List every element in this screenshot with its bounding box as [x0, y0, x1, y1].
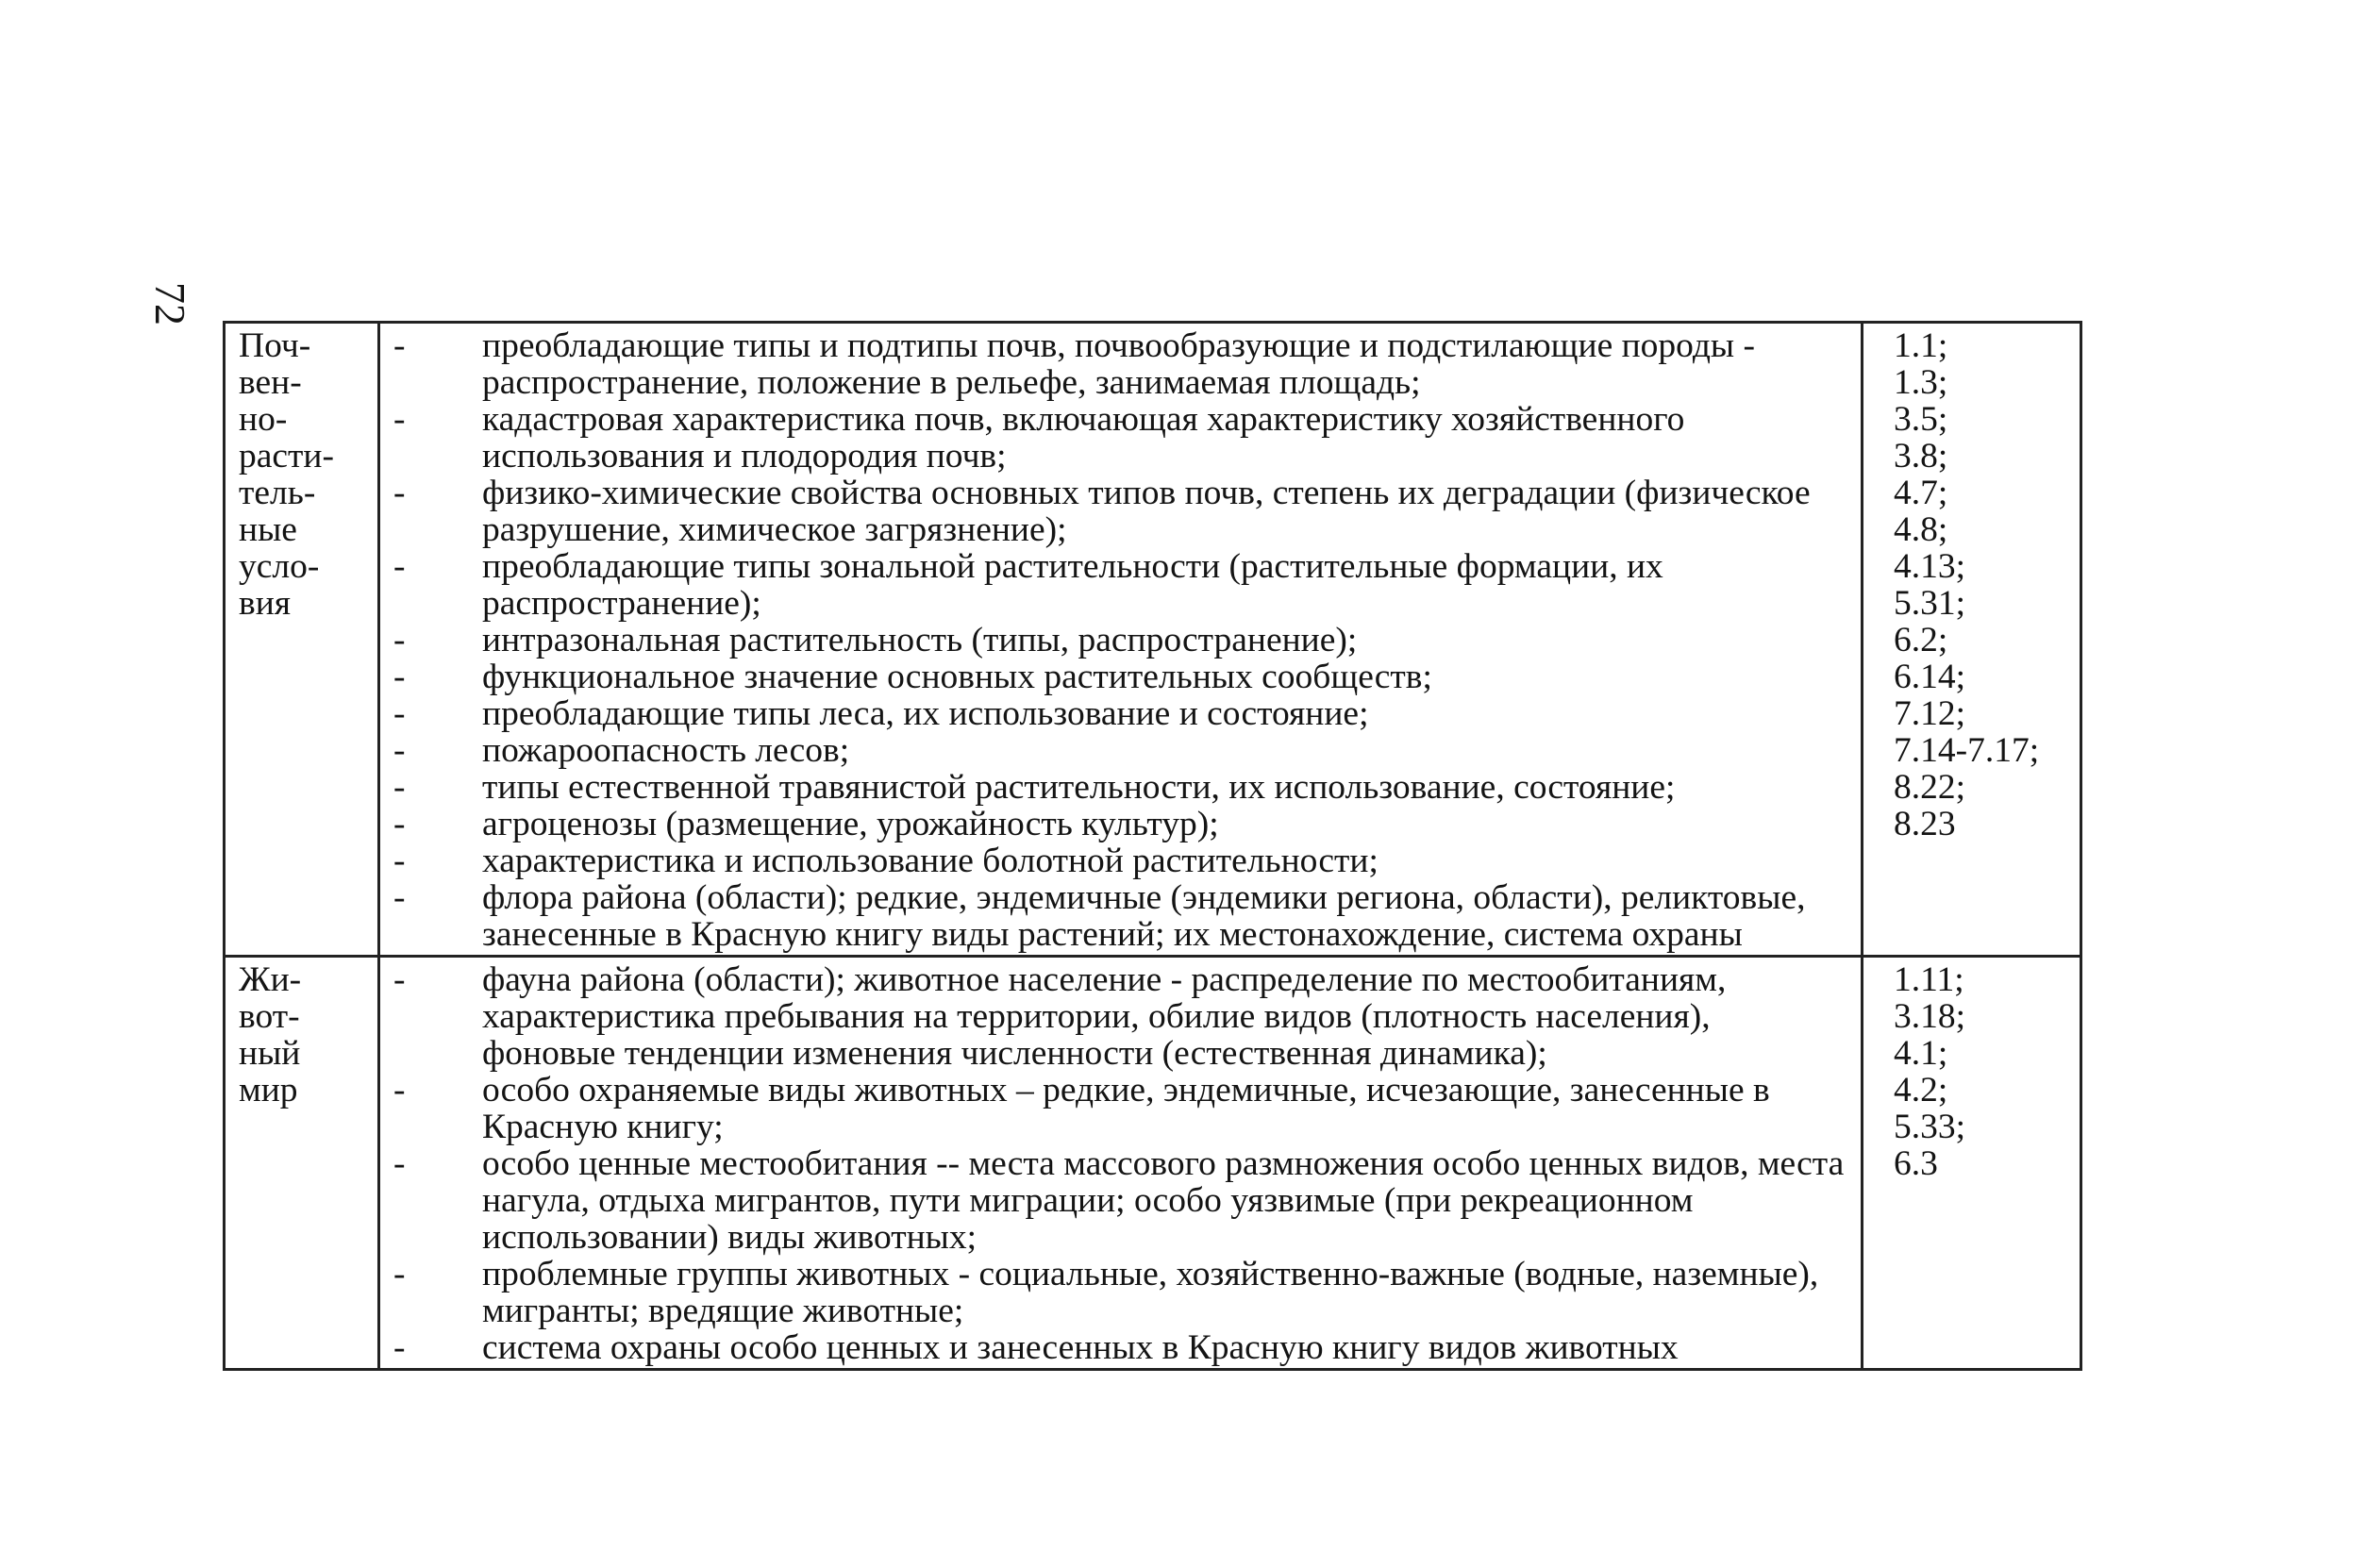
item-text: агроценозы (размещение, урожайность культур); [482, 805, 1219, 843]
refs-cell [1863, 323, 2081, 957]
item-text: физико-химические свойства основных типов почв, степень их деградации (физическое разрушение, химическое загрязнение); [482, 474, 1811, 549]
ref-item: 6.2; [1894, 621, 1948, 659]
list-item [393, 1144, 1851, 1257]
section-title: Поч- вен- но- расти- тель- ные усло- вия [225, 323, 379, 957]
list-item [393, 326, 1851, 402]
item-text: особо ценные местообитания -- места массового размножения особо ценных видов, места нагула, отдыха мигрантов, пути миграции; особо уязвимые (при рекреационном использовании) виды животных; [482, 1144, 1845, 1257]
bullet-dash: - [393, 326, 406, 365]
bullet-dash: - [393, 842, 406, 880]
item-text: кадастровая характеристика почв, включающая характеристику хозяйственного использования и плодородия почв; [482, 400, 1685, 475]
bullet-dash: - [393, 731, 406, 770]
item-text: проблемные группы животных - социальные, хозяйственно-важные (водные, наземные), мигранты; вредящие животные; [482, 1255, 1819, 1330]
ref-item: 6.3 [1894, 1144, 1938, 1183]
list-item [393, 960, 1851, 1073]
item-text: система охраны особо ценных и занесенных в Красную книгу видов животных [482, 1328, 1679, 1367]
item-text: флора района (области); редкие, эндемичные (эндемики региона, области), реликтовые, занесенные в Красную книгу виды растений; их местонахождение, система охраны [482, 878, 1806, 954]
item-text: интразональная растительность (типы, распространение); [482, 621, 1358, 659]
item-text: преобладающие типы и подтипы почв, почвообразующие и подстилающие породы - распространение, положение в рельефе, занимаемая площадь; [482, 326, 1755, 402]
ref-item: 7.14-7.17; [1894, 731, 2040, 770]
list-item [393, 768, 1851, 807]
list-item [393, 842, 1851, 880]
refs-cell [1863, 957, 2081, 1370]
ref-item: 4.1; [1894, 1034, 1948, 1073]
bullet-dash: - [393, 400, 406, 439]
ref-item: 4.13; [1894, 547, 1966, 586]
bullet-dash: - [393, 547, 406, 586]
ref-item: 3.18; [1894, 997, 1966, 1036]
table-row-fauna [225, 957, 2081, 1370]
list-item [393, 805, 1851, 843]
items-cell [379, 323, 1863, 957]
bullet-dash: - [393, 621, 406, 659]
item-text: типы естественной травянистой растительности, их использование, состояние; [482, 768, 1676, 807]
ref-item: 7.12; [1894, 694, 1966, 733]
ref-item: 6.14; [1894, 658, 1966, 696]
item-text: преобладающие типы зональной растительности (растительные формации, их распространение); [482, 547, 1663, 623]
list-item [393, 621, 1851, 659]
bullet-dash: - [393, 694, 406, 733]
ref-item: 4.2; [1894, 1071, 1948, 1109]
ref-item: 4.7; [1894, 474, 1948, 512]
bullet-dash: - [393, 1144, 406, 1183]
item-text: фауна района (области); животное население - распределение по местообитаниям, характеристика пребывания на территории, обилие видов (плотность населения), фоновые тенденции изменения численности (естественная динамика); [482, 960, 1727, 1073]
list-item [393, 547, 1851, 623]
list-item [393, 731, 1851, 770]
table-row-soil-vegetation [225, 323, 2081, 957]
list-item [393, 1255, 1851, 1330]
ref-item: 4.8; [1894, 510, 1948, 549]
ref-item: 1.1; [1894, 326, 1948, 365]
ref-item: 5.31; [1894, 584, 1966, 623]
ref-item: 1.3; [1894, 363, 1948, 402]
requirements-table [223, 321, 2082, 1371]
item-text: характеристика и использование болотной растительности; [482, 842, 1379, 880]
bullet-dash: - [393, 960, 406, 999]
list-item [393, 658, 1851, 696]
list-item [393, 474, 1851, 549]
section-title: Жи- вот- ный мир [225, 957, 379, 1370]
ref-item: 5.33; [1894, 1108, 1966, 1146]
item-text: преобладающие типы леса, их использование и состояние; [482, 694, 1369, 733]
bullet-dash: - [393, 658, 406, 696]
page-number: 72 [146, 282, 194, 325]
item-text: особо охраняемые виды животных – редкие, эндемичные, исчезающие, занесенные в Красную книгу; [482, 1071, 1770, 1146]
bullet-dash: - [393, 1255, 406, 1293]
list-item [393, 400, 1851, 475]
bullet-dash: - [393, 805, 406, 843]
item-text: функциональное значение основных растительных сообществ; [482, 658, 1432, 696]
ref-item: 3.8; [1894, 437, 1948, 475]
list-item [393, 1071, 1851, 1146]
bullet-dash: - [393, 878, 406, 917]
ref-item: 8.23 [1894, 805, 1956, 843]
item-text: пожароопасность лесов; [482, 731, 850, 770]
items-cell [379, 957, 1863, 1370]
bullet-dash: - [393, 768, 406, 807]
ref-item: 8.22; [1894, 768, 1966, 807]
bullet-dash: - [393, 1071, 406, 1109]
bullet-dash: - [393, 474, 406, 512]
list-item [393, 878, 1851, 954]
list-item [393, 694, 1851, 733]
ref-item: 1.11; [1894, 960, 1964, 999]
list-item [393, 1328, 1851, 1367]
ref-item: 3.5; [1894, 400, 1948, 439]
bullet-dash: - [393, 1328, 406, 1367]
